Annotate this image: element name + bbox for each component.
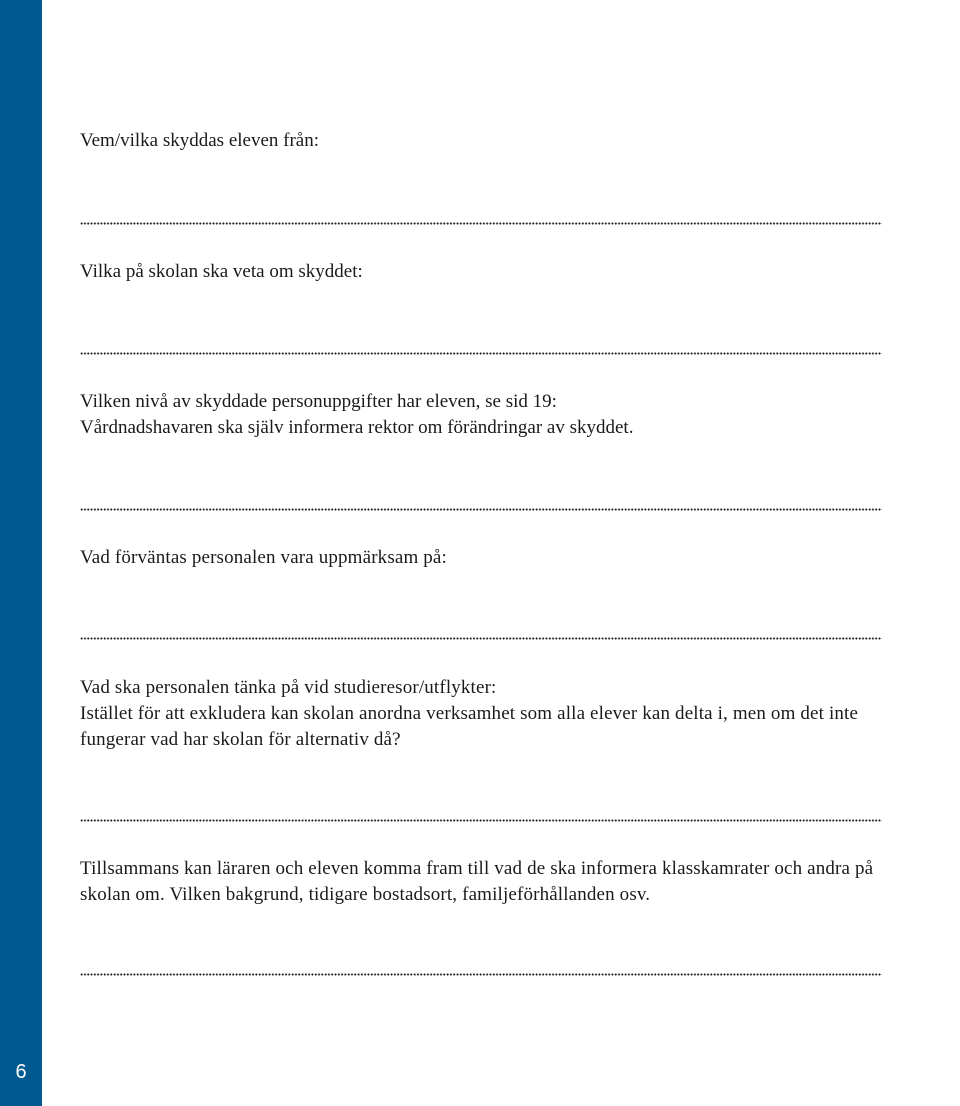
answer-line-protected-from[interactable]: [80, 222, 882, 225]
question-text: Vad ska personalen tänka på vid studieresor/utflykter:: [80, 677, 497, 698]
question-who-should-know: [80, 259, 960, 285]
question-text: Vem/vilka skyddas eleven från:: [80, 130, 320, 151]
question-text-line-2: skolan om. Vilken bakgrund, tidigare bostadsort, familjeförhållanden osv.: [80, 884, 651, 905]
answer-line-study-trips[interactable]: [80, 819, 882, 822]
note-text: Vårdnadshavaren ska själv informera rektor om förändringar av skyddet.: [80, 417, 634, 438]
note-text-line-2: fungerar vad har skolan för alternativ då?: [80, 729, 401, 750]
question-protected-from: [80, 128, 960, 154]
question-text-line-1: Tillsammans kan läraren och eleven komma fram till vad de ska informera klasskamrater och andra på: [80, 858, 874, 879]
answer-line-who-should-know[interactable]: [80, 352, 882, 355]
answer-line-staff-attention[interactable]: [80, 637, 882, 640]
note-text-line-1: Istället för att exkludera kan skolan anordna verksamhet som alla elever kan delta i, men om det inte: [80, 703, 859, 724]
question-study-trips: [80, 675, 960, 753]
side-accent-bar: [0, 0, 42, 1106]
answer-line-classmate-information[interactable]: [80, 973, 882, 976]
question-staff-attention: [80, 545, 960, 571]
question-protection-level: [80, 389, 960, 441]
answer-line-protection-level[interactable]: [80, 508, 882, 511]
question-text: Vilka på skolan ska veta om skyddet:: [80, 261, 363, 282]
question-classmate-information: [80, 856, 960, 908]
question-text: Vilken nivå av skyddade personuppgifter har eleven, se sid 19:: [80, 391, 557, 412]
question-text: Vad förväntas personalen vara uppmärksam på:: [80, 547, 447, 568]
page-number: 6: [15, 1061, 27, 1083]
